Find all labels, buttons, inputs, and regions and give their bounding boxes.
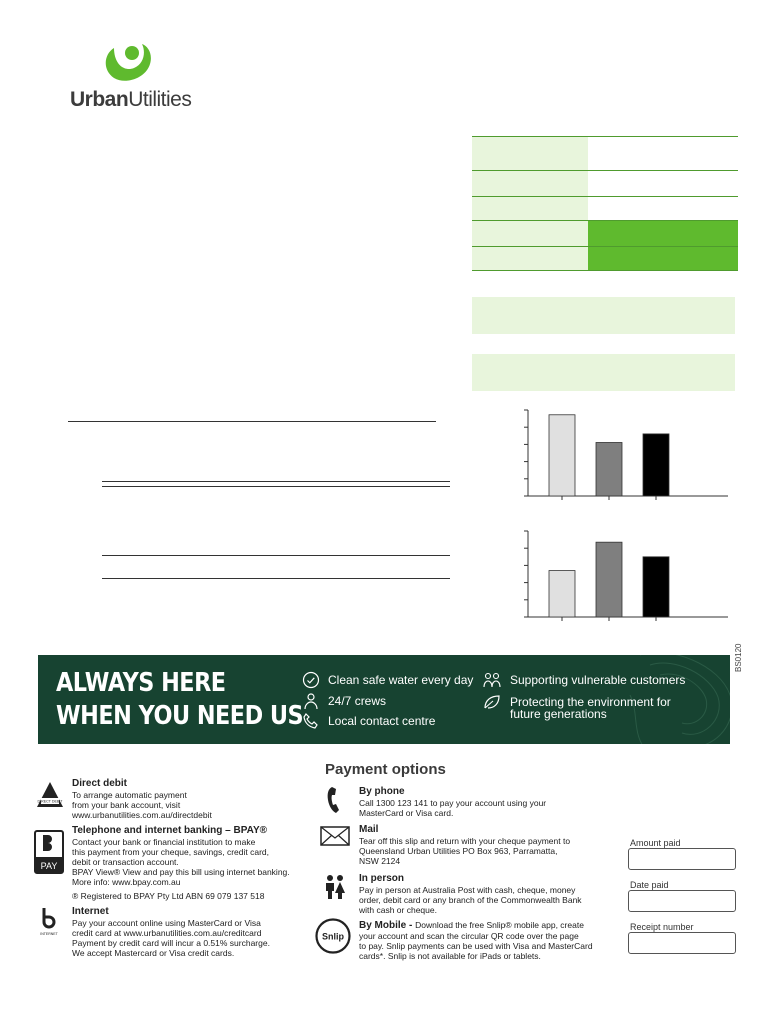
bpay-logo-icon (34, 830, 64, 874)
svg-text:INTERNET: INTERNET (40, 932, 58, 936)
svg-text:DIRECT DEBIT: DIRECT DEBIT (37, 799, 63, 804)
feature-item: Protecting the environment for (482, 693, 671, 711)
summary-row (472, 196, 738, 220)
water-drop-check-icon (302, 671, 320, 689)
logo-swirl-icon (70, 40, 200, 88)
amount-paid-label: Amount paid (630, 838, 681, 848)
feature-item: 24/7 crews (302, 692, 386, 710)
banner-headline: ALWAYS HERE WHEN YOU NEED US (56, 668, 304, 731)
divider (102, 481, 450, 482)
urban-utilities-logo (70, 40, 200, 110)
feature-item-continued: future generations (510, 707, 607, 721)
by-phone-option: By phone Call 1300 123 141 to pay your account using your MasterCard or Visa card. (359, 786, 547, 818)
bar (643, 434, 669, 496)
phone-handset-icon (326, 786, 344, 814)
payment-options-title: Payment options (325, 761, 446, 778)
document-code: BS0120 (734, 643, 743, 672)
bar (596, 442, 622, 496)
snlip-logo-icon (315, 918, 351, 954)
promo-banner (38, 655, 730, 744)
mail-option: Mail Tear off this slip and return with your cheque payment to Queensland Urban Utilities PO Box 963, Parramatta, NSW 2124 (359, 824, 571, 866)
people-icon (482, 671, 502, 689)
divider (102, 486, 450, 487)
bar (596, 542, 622, 617)
receipt-number-label: Receipt number (630, 922, 694, 932)
in-person-icon (322, 874, 348, 900)
svg-text:PAY: PAY (40, 861, 58, 871)
usage-chart-2 (498, 525, 738, 621)
date-paid-field[interactable] (628, 890, 736, 912)
date-paid-label: Date paid (630, 880, 669, 890)
in-person-option: In person Pay in person at Australia Post with cash, cheque, money order, debit card or any branch of the Commonwealth Bank with cash or cheque. (359, 873, 582, 915)
account-summary-table (472, 136, 738, 271)
info-box (472, 297, 735, 334)
bpay-option: Telephone and internet banking – BPAY® Contact your bank or financial institution to make this payment from your cheque, savings, credit card, debit or transaction account. BPAY View® View and pay this bill using internet banking. More info: www.bpay.com.au ® Registered to BPAY Pty Ltd ABN 69 079 137 518 (72, 825, 290, 901)
direct-debit-icon (36, 781, 64, 809)
svg-text:Snlip: Snlip (322, 931, 344, 942)
summary-row-highlight (472, 246, 738, 271)
worker-icon (302, 692, 320, 710)
internet-payment-icon (36, 906, 62, 936)
summary-row (472, 170, 738, 196)
divider (102, 578, 450, 579)
amount-paid-field[interactable] (628, 848, 736, 870)
bar (549, 571, 575, 617)
leaf-icon (482, 693, 502, 711)
info-box (472, 354, 735, 391)
bar (643, 557, 669, 617)
feature-item: Clean safe water every day (302, 671, 473, 689)
by-mobile-option: By Mobile - Download the free Snlip® mobile app, create your account and scan the circular QR code over the page to pay. Snlip payments can be used with Visa and MasterCard cards*. Snlip is not available for iPads or tablets. (359, 920, 593, 961)
divider (68, 421, 436, 422)
feature-item: Local contact centre (302, 712, 435, 730)
direct-debit-option: Direct debit To arrange automatic payment from your bank account, visit www.urbanutilities.com.au/directdebit (72, 778, 212, 820)
summary-row-highlight (472, 220, 738, 246)
bar (549, 415, 575, 496)
brand-name: UrbanUtilities (70, 88, 192, 111)
summary-row (472, 136, 738, 170)
feature-item: Supporting vulnerable customers (482, 671, 685, 689)
phone-icon (302, 712, 320, 730)
internet-option: Internet Pay your account online using MasterCard or Visa credit card at www.urbanutilities.com.au/creditcard Payment by credit card will incur a 0.51% surcharge. We accept Mastercard or Visa credit cards. (72, 906, 270, 958)
usage-chart-1 (498, 404, 738, 500)
mail-envelope-icon (320, 826, 350, 846)
divider (102, 555, 450, 556)
receipt-number-field[interactable] (628, 932, 736, 954)
